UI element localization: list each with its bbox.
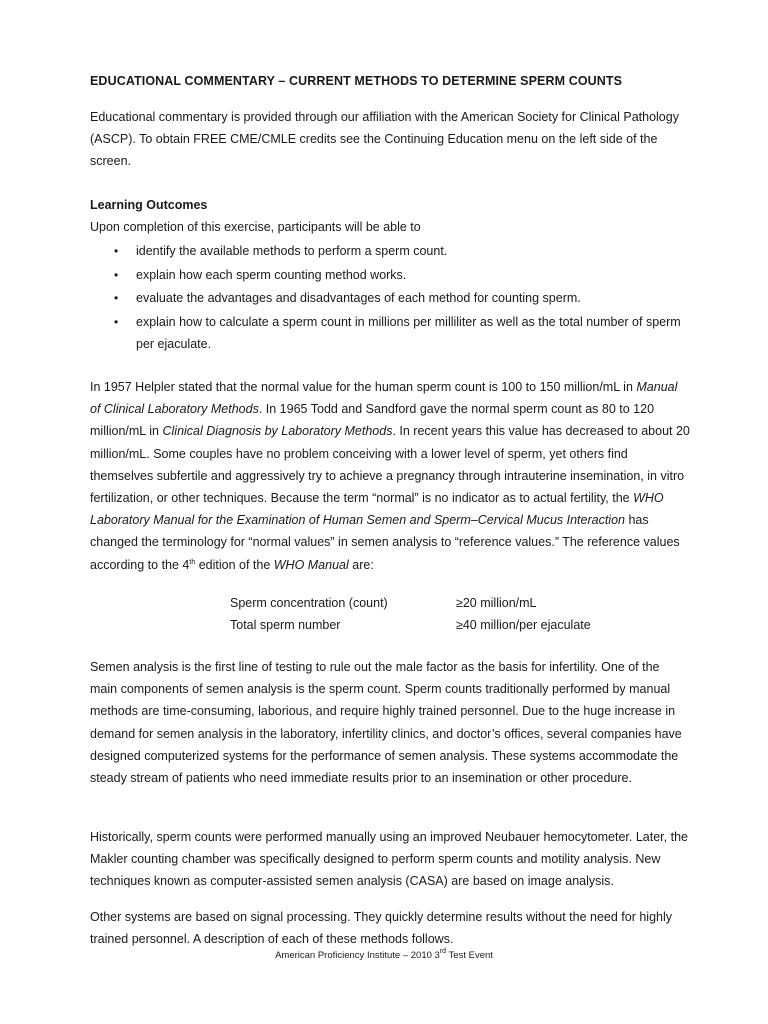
footer-text: American Proficiency Institute – 2010 3 xyxy=(275,950,440,961)
bullet-icon: • xyxy=(114,244,119,258)
text-run: are: xyxy=(348,557,374,572)
bullet-icon: • xyxy=(114,291,119,306)
semen-analysis-paragraph xyxy=(90,656,690,789)
text-run: has changed the terminology for “normal values” in semen analysis to “reference values.” The reference values according to the 4 xyxy=(90,513,680,572)
other-systems-paragraph-text: Other systems are based on signal processing. They quickly determine results without the need for highly trained personnel. A description of each of these methods follows. xyxy=(90,910,673,947)
citation-title: WHO Laboratory Manual for the Examination of Human Semen and Sperm–Cervical Mucus Interaction xyxy=(90,491,664,528)
list-item-text: explain how to calculate a sperm count in millions per milliliter as well as the total number of sperm per ejaculate. xyxy=(136,315,681,352)
list-item xyxy=(90,240,690,262)
superscript: rd xyxy=(439,948,447,955)
page-footer xyxy=(0,950,768,961)
reference-value: ≥20 million/mL xyxy=(456,596,537,610)
intro-paragraph xyxy=(90,106,690,173)
text-run: edition of the xyxy=(195,557,274,572)
text-run: . In 1965 Todd and Sandford gave the normal sperm count as 80 to 120 million/mL in xyxy=(90,402,655,439)
text-run: . In recent years this value has decreased to about 20 million/mL. Some couples have no problem conceiving with a lower level of sperm, yet others find themselves subfertile and aggressively try to achieve a pregnancy through intrauterine insemination, in vitro fertilization, or other techniques. Because the term “normal” is no indicator as to actual fertility, the xyxy=(90,424,690,506)
table-row xyxy=(230,614,650,636)
list-item xyxy=(90,311,690,355)
list-item-text: identify the available methods to perform a sperm count. xyxy=(136,244,448,258)
intro-paragraph-text: Educational commentary is provided through our affiliation with the American Society for Clinical Pathology (ASCP). To obtain FREE CME/CMLE credits see the Continuing Education menu on the left side of the screen. xyxy=(90,110,679,169)
list-item-text: explain how each sperm counting method works. xyxy=(136,267,407,282)
reference-values-table xyxy=(230,592,650,636)
reference-parameter: Sperm concentration (count) xyxy=(230,596,388,610)
semen-analysis-paragraph-text: Semen analysis is the first line of testing to rule out the male factor as the basis for infertility. One of the main components of semen analysis is the sperm count. Sperm counts traditionally performed by manual methods are time-consuming, laborious, and require highly trained personnel. Due to the huge increase in demand for semen analysis in the laboratory, infertility clinics, and doctor’s offices, several companies have designed computerized systems for the performance of semen analysis. These systems accommodate the steady stream of patients who need immediate results prior to an insemination or other procedure. xyxy=(90,660,682,786)
list-item xyxy=(90,287,690,309)
historically-paragraph-text: Historically, sperm counts were performed manually using an improved Neubauer hemocytometer. Later, the Makler counting chamber was specifically designed to perform sperm counts and motility analysis. New techniques known as computer-assisted semen analysis (CASA) are based on image analysis. xyxy=(90,830,688,889)
citation-title: Clinical Diagnosis by Laboratory Methods xyxy=(162,424,393,439)
table-row xyxy=(230,592,650,614)
learning-outcomes-heading: Learning Outcomes xyxy=(90,198,208,212)
list-item xyxy=(90,264,690,286)
history-paragraph xyxy=(90,376,690,576)
reference-value: ≥40 million/per ejaculate xyxy=(456,618,591,632)
document-title: EDUCATIONAL COMMENTARY – CURRENT METHODS TO DETERMINE SPERM COUNTS xyxy=(90,74,623,88)
learning-outcomes-intro: Upon completion of this exercise, participants will be able to xyxy=(90,220,421,234)
citation-title: Manual of Clinical Laboratory Methods xyxy=(90,380,678,417)
citation-title: WHO Manual xyxy=(273,557,349,572)
history-paragraph-text xyxy=(90,376,690,576)
text-run: In 1957 Helpler stated that the normal value for the human sperm count is 100 to 150 million/mL in xyxy=(90,380,637,394)
other-systems-paragraph xyxy=(90,906,690,950)
historically-paragraph xyxy=(90,826,690,893)
superscript: th xyxy=(189,558,196,566)
list-item-text: evaluate the advantages and disadvantages of each method for counting sperm. xyxy=(136,291,581,306)
reference-parameter: Total sperm number xyxy=(230,618,341,632)
footer-text: Test Event xyxy=(446,950,493,961)
bullet-icon: • xyxy=(114,267,119,282)
learning-outcomes-list xyxy=(90,240,690,357)
bullet-icon: • xyxy=(114,315,119,330)
